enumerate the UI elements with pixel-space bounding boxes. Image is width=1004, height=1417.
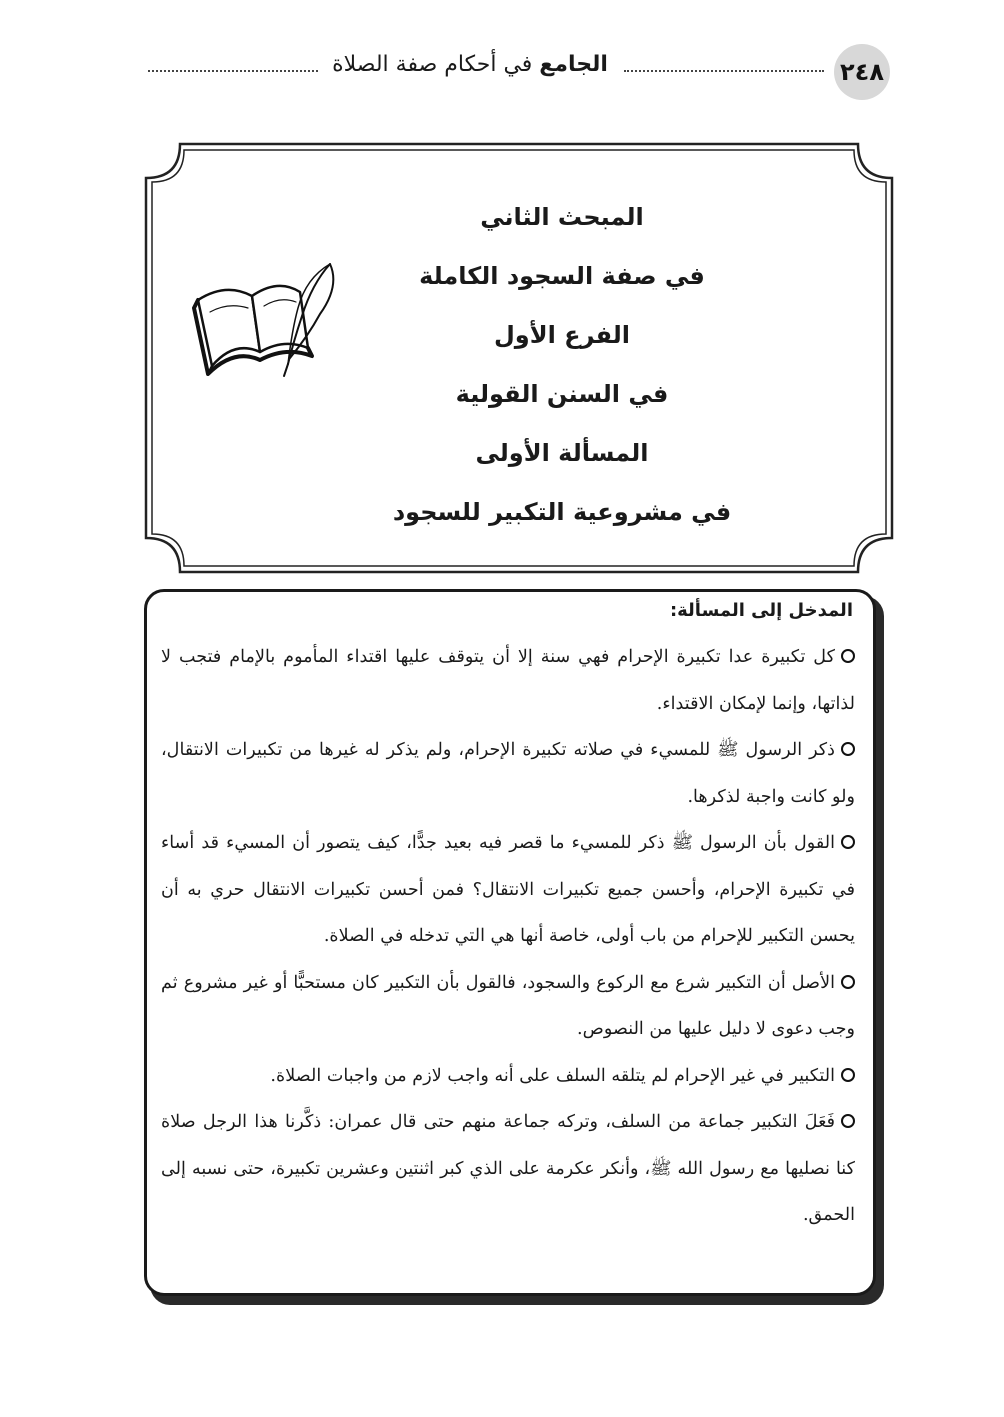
intro-item-text: القول بأن الرسول ﷺ ذكر للمسيء ما قصر فيه بعيد جدًّا، كيف يتصور أن المسيء قد أساء في تكبيرة الإحرام، وأحسن جميع تكبيرات الانتقال؟ فمن أحسن تكبيرات الانتقال حري به أن يحسن التكبير للإحرام من باب أولى، خاصة أنها هي التي تدخله في الصلاة. — [161, 833, 855, 946]
header-rule-left — [148, 70, 318, 72]
intro-item-text: ذكر الرسول ﷺ للمسيء في صلاته تكبيرة الإحرام، ولم يذكر له غيرها من تكبيرات الانتقال، ولو كانت واجبة لذكرها. — [161, 740, 855, 807]
chapter-headings — [318, 188, 806, 542]
intro-item — [161, 960, 855, 1053]
intro-list — [161, 634, 855, 1239]
section-subtitle: في صفة السجود الكاملة — [419, 262, 705, 290]
issue-subtitle: في مشروعية التكبير للسجود — [392, 498, 732, 526]
book-title — [330, 52, 610, 77]
circle-bullet-icon — [841, 649, 855, 663]
page-number: ٢٤٨ — [834, 44, 890, 100]
branch-subtitle: في السنن القولية — [455, 380, 669, 408]
book-title-rest: في أحكام صفة الصلاة — [332, 52, 533, 77]
intro-item — [161, 1053, 855, 1100]
intro-item — [161, 1099, 855, 1239]
section-heading: المبحث الثاني — [480, 203, 644, 231]
circle-bullet-icon — [841, 1114, 855, 1128]
circle-bullet-icon — [841, 835, 855, 849]
intro-item-text: الأصل أن التكبير شرع مع الركوع والسجود، فالقول بأن التكبير كان مستحبًّا أو غير مشروع ثم وجب دعوى لا دليل عليها من النصوص. — [161, 972, 855, 1039]
header-rule-right — [624, 70, 824, 72]
intro-box — [144, 589, 876, 1296]
intro-item — [161, 727, 855, 820]
circle-bullet-icon — [841, 1068, 855, 1082]
intro-item-text: التكبير في غير الإحرام لم يتلقه السلف على أنه واجب لازم من واجبات الصلاة. — [270, 1065, 835, 1086]
book-title-main: الجامع — [539, 52, 608, 77]
issue-heading: المسألة الأولى — [475, 439, 649, 467]
intro-item-text: فَعَلَ التكبير جماعة من السلف، وتركه جماعة منهم حتى قال عمران: ذكَّرنا هذا الرجل صلاة كنا نصليها مع رسول الله ﷺ، وأنكر عكرمة على الذي كبر اثنتين وعشرين تكبيرة، حتى نسبه إلى الحمق. — [161, 1112, 855, 1225]
intro-item-text: كل تكبيرة عدا تكبيرة الإحرام فهي سنة إلا أن يتوقف عليها اقتداء المأموم بالإمام فتجب لا لذاتها، وإنما لإمكان الاقتداء. — [161, 647, 855, 714]
circle-bullet-icon — [841, 975, 855, 989]
intro-item — [161, 634, 855, 727]
intro-title: المدخل إلى المسألة: — [669, 600, 853, 621]
intro-item — [161, 820, 855, 960]
branch-heading: الفرع الأول — [493, 321, 631, 349]
circle-bullet-icon — [841, 742, 855, 756]
